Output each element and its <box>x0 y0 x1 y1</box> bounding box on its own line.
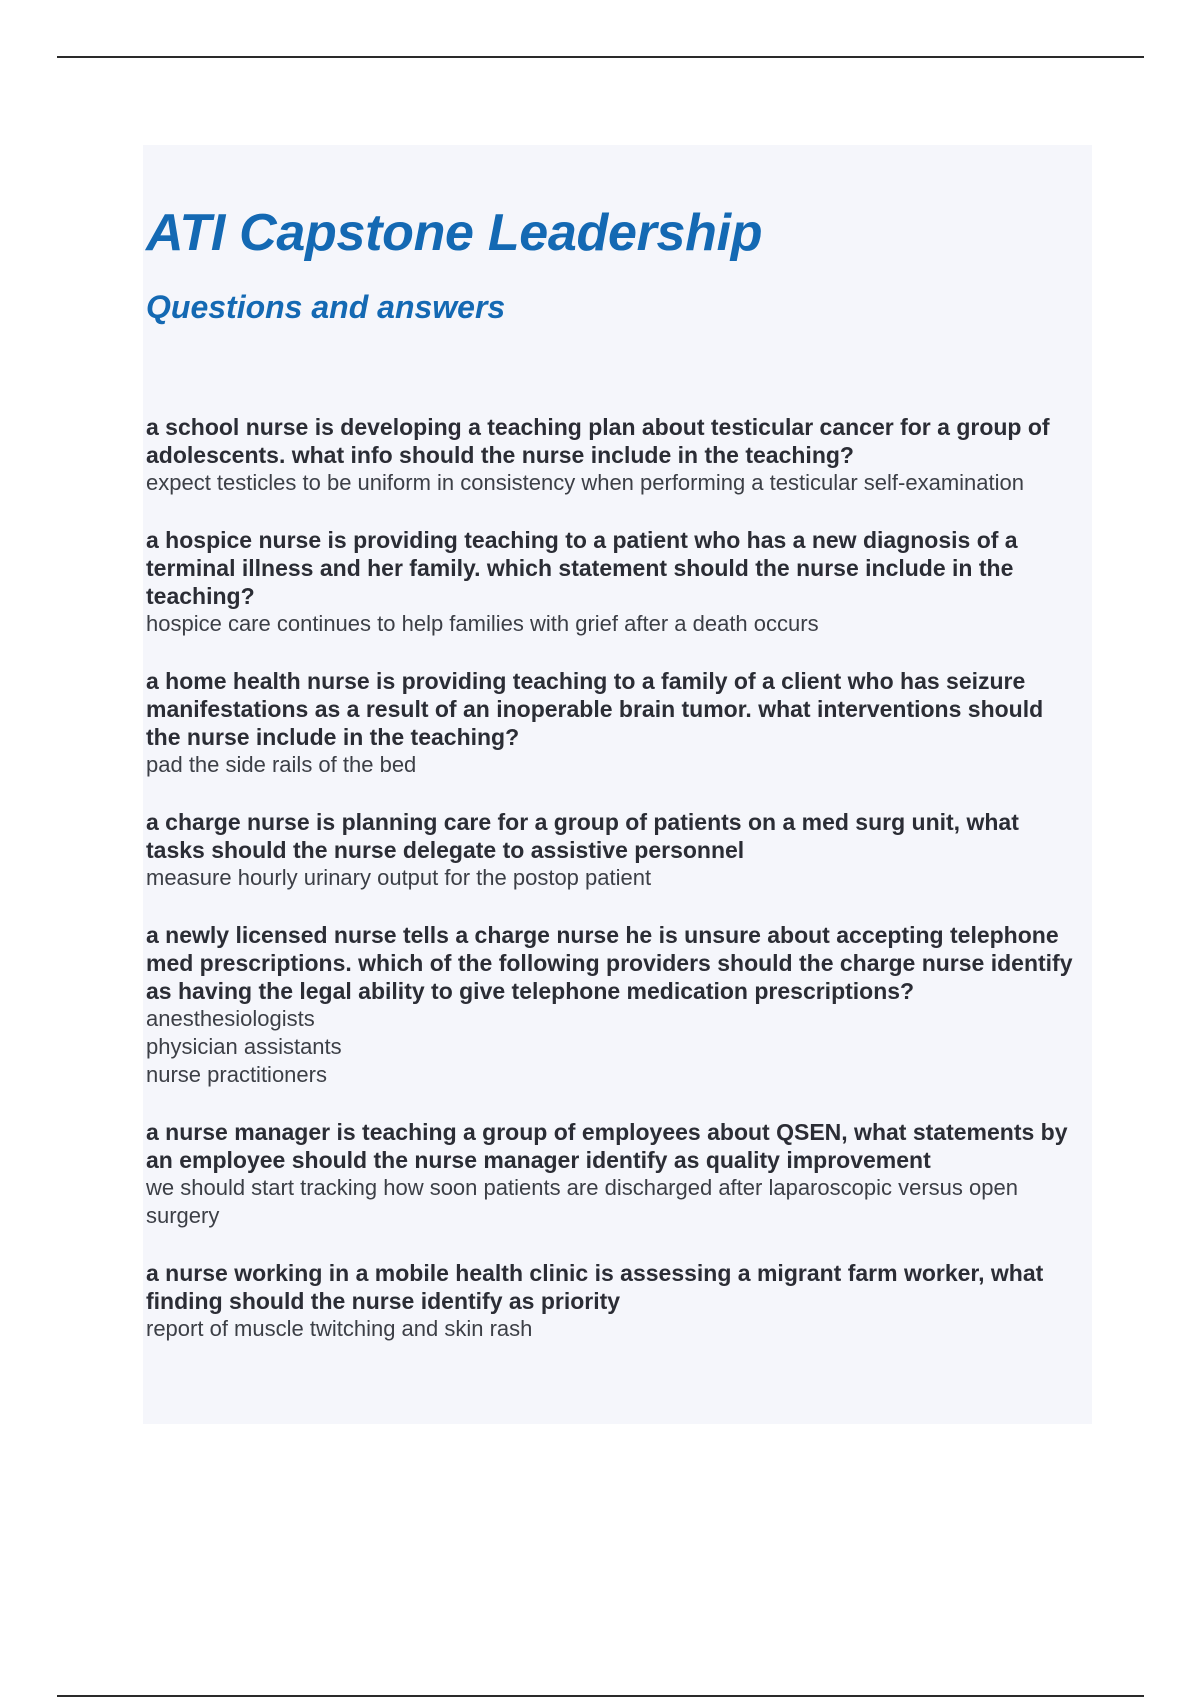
qa-item <box>146 1259 1082 1343</box>
answer-text: expect testicles to be uniform in consistency when performing a testicular self-examination <box>146 469 1024 495</box>
answer-text: pad the side rails of the bed <box>146 751 417 777</box>
question-text: a nurse manager is teaching a group of employees about QSEN, what statements by an employee should the nurse manager identify as quality improvement <box>146 1118 1068 1173</box>
question-text: a charge nurse is planning care for a group of patients on a med surg unit, what tasks should the nurse delegate to assistive personnel <box>146 808 1019 863</box>
qa-item <box>146 413 1082 497</box>
question-text: a nurse working in a mobile health clinic is assessing a migrant farm worker, what finding should the nurse identify as priority <box>146 1259 1044 1314</box>
question-text: a school nurse is developing a teaching plan about testicular cancer for a group of adolescents. what info should the nurse include in the teaching? <box>146 413 1050 468</box>
answer-text: we should start tracking how soon patients are discharged after laparoscopic versus open surgery <box>146 1174 1018 1228</box>
qa-item <box>146 921 1082 1089</box>
qa-item <box>146 1118 1082 1230</box>
content-panel <box>143 145 1092 1424</box>
answer-text: measure hourly urinary output for the postop patient <box>146 864 652 890</box>
qa-item <box>146 808 1082 892</box>
question-text: a newly licensed nurse tells a charge nurse he is unsure about accepting telephone med prescriptions. which of the following providers should the charge nurse identify as having the legal ability to give telephone medication prescriptions? <box>146 921 1073 1004</box>
answer-text: report of muscle twitching and skin rash <box>146 1315 533 1341</box>
document-subtitle: Questions and answers <box>146 289 506 326</box>
question-text: a home health nurse is providing teaching to a family of a client who has seizure manifestations as a result of an inoperable brain tumor. what interventions should the nurse include in the teaching? <box>146 667 1044 750</box>
answer-text: nurse practitioners <box>146 1061 327 1087</box>
question-text: a hospice nurse is providing teaching to a patient who has a new diagnosis of a terminal illness and her family. which statement should the nurse include in the teaching? <box>146 526 1018 609</box>
top-rule <box>57 56 1144 58</box>
answer-text: anesthesiologists <box>146 1005 315 1031</box>
qa-item <box>146 667 1082 779</box>
answer-text: physician assistants <box>146 1033 342 1059</box>
qa-list <box>146 413 1082 1343</box>
document-title: ATI Capstone Leadership <box>146 204 763 262</box>
answer-text: hospice care continues to help families with grief after a death occurs <box>146 610 819 636</box>
qa-item <box>146 526 1082 638</box>
bottom-rule <box>57 1695 1144 1697</box>
